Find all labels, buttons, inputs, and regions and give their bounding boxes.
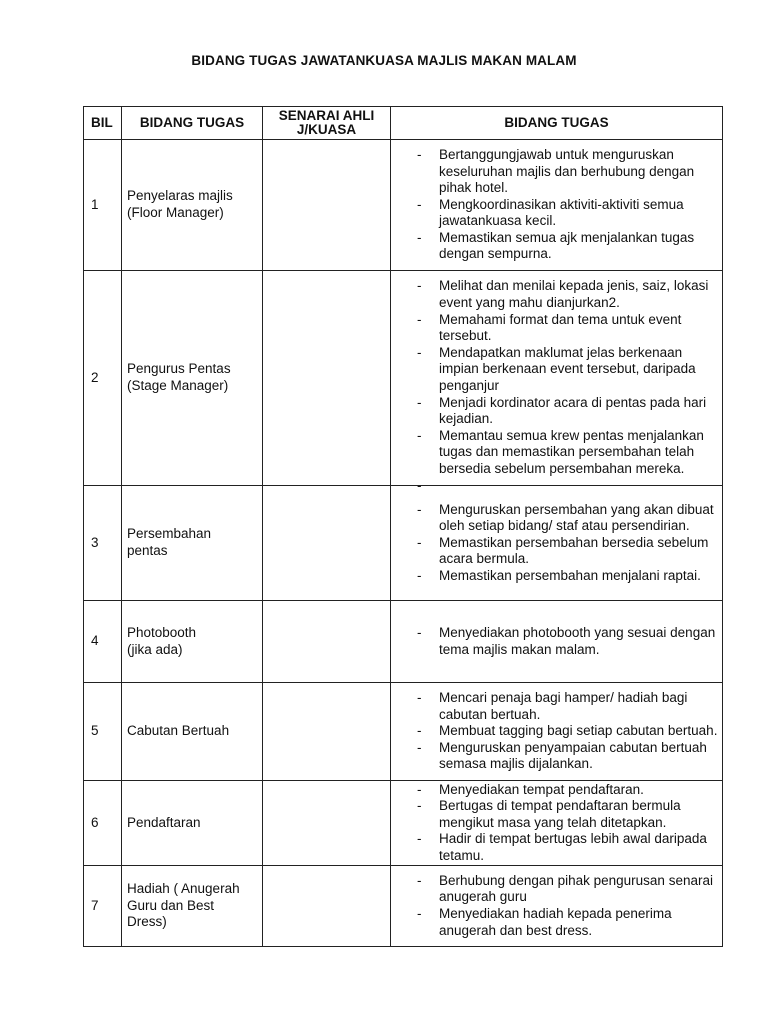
role-name-line: (jika ada) xyxy=(127,641,183,657)
duties-cell xyxy=(391,271,723,486)
table-row xyxy=(84,271,723,486)
duty-table xyxy=(83,106,723,947)
members-cell xyxy=(263,601,391,683)
members-cell xyxy=(263,271,391,486)
duty-item: - Hadir di tempat bertugas lebih awal daripada tetamu. xyxy=(417,831,718,864)
role-name-line: pentas xyxy=(127,543,168,558)
members-cell xyxy=(263,781,391,866)
duty-item: - Bertanggungjawab untuk menguruskan keseluruhan majlis dan berhubung dengan pihak hotel. xyxy=(417,147,718,197)
role-name-line: (Floor Manager) xyxy=(127,205,224,220)
header-members-line2: J/KUASA xyxy=(296,122,357,137)
duty-item: - Membuat tagging bagi setiap cabutan bertuah. xyxy=(417,723,718,740)
duties-cell xyxy=(391,866,723,947)
role-name-line: (Stage Manager) xyxy=(127,378,229,393)
duty-item: - Menyediakan tempat pendaftaran. xyxy=(417,782,718,799)
header-members-line1: SENARAI AHLI xyxy=(278,108,375,123)
duty-item: - Memahami format dan tema untuk event tersebut. xyxy=(417,312,718,345)
duties-list xyxy=(417,625,718,658)
table-row xyxy=(84,781,723,866)
row-number: 5 xyxy=(84,683,122,781)
duty-item: - Mencari penaja bagi hamper/ hadiah bagi cabutan bertuah. xyxy=(417,690,718,723)
duty-item: - Berhubung dengan pihak pengurusan senarai anugerah guru xyxy=(417,873,718,906)
members-cell xyxy=(263,866,391,947)
role-cell xyxy=(122,140,263,271)
table-header-row xyxy=(84,107,723,140)
row-number: 2 xyxy=(84,271,122,486)
header-bil: BIL xyxy=(84,107,122,140)
table-row xyxy=(84,140,723,271)
row-number: 4 xyxy=(84,601,122,683)
duty-item: - Mengkoordinasikan aktiviti-aktiviti semua jawatankuasa kecil. xyxy=(417,197,718,230)
duty-item: - Memastikan semua ajk menjalankan tugas dengan sempurna. xyxy=(417,230,718,263)
row-number: 7 xyxy=(84,866,122,947)
role-cell xyxy=(122,271,263,486)
duties-cell xyxy=(391,781,723,866)
members-cell xyxy=(263,683,391,781)
role-cell xyxy=(122,781,263,866)
duties-list xyxy=(417,690,718,773)
table-row xyxy=(84,601,723,683)
duties-cell xyxy=(391,683,723,781)
duty-item: - Mendapatkan maklumat jelas berkenaan impian berkenaan event tersebut, daripada penganjur xyxy=(417,345,718,395)
row-number: 6 xyxy=(84,781,122,866)
duty-item: - Menyediakan photobooth yang sesuai dengan tema majlis makan malam. xyxy=(417,625,718,658)
role-name-line: Persembahan xyxy=(127,526,212,542)
duty-item: - Menyediakan hadiah kepada penerima anugerah dan best dress. xyxy=(417,906,718,939)
table-row xyxy=(84,683,723,781)
header-members xyxy=(263,107,391,140)
duty-item: - Memastikan persembahan menjalani raptai. xyxy=(417,568,718,585)
duties-list xyxy=(417,278,718,477)
role-cell xyxy=(122,486,263,601)
duties-list xyxy=(417,502,718,585)
duties-cell xyxy=(391,140,723,271)
role-name-line: Dress) xyxy=(127,914,167,930)
duties-list xyxy=(417,873,718,939)
role-name-line: Hadiah ( Anugerah xyxy=(127,881,240,897)
role-name-line: Cabutan Bertuah xyxy=(127,723,230,739)
role-name-line: Penyelaras majlis xyxy=(127,188,233,204)
table-row xyxy=(84,866,723,947)
members-cell xyxy=(263,486,391,601)
row-number: 3 xyxy=(84,486,122,601)
duty-item: - Memantau semua krew pentas menjalankan tugas dan memastikan persembahan telah bersedia sebelum persembahan mereka. xyxy=(417,428,718,478)
duties-cell xyxy=(391,486,723,601)
duties-cell xyxy=(391,601,723,683)
duty-item: - Menguruskan penyampaian cabutan bertuah semasa majlis dijalankan. xyxy=(417,740,718,773)
header-duties: BIDANG TUGAS xyxy=(391,107,723,140)
table-row xyxy=(84,486,723,601)
role-cell xyxy=(122,601,263,683)
duty-item: - Melihat dan menilai kepada jenis, saiz, lokasi event yang mahu dianjurkan2. xyxy=(417,278,718,311)
document-title: BIDANG TUGAS JAWATANKUASA MAJLIS MAKAN MALAM xyxy=(191,53,577,68)
role-name-line: Pendaftaran xyxy=(127,814,201,830)
members-cell xyxy=(263,140,391,271)
role-name-line: Guru dan Best xyxy=(127,897,215,913)
duty-item: - Menguruskan persembahan yang akan dibuat oleh setiap bidang/ staf atau persendirian. xyxy=(417,502,718,535)
header-role: BIDANG TUGAS xyxy=(122,107,263,140)
role-cell xyxy=(122,683,263,781)
row-number: 1 xyxy=(84,140,122,271)
duty-item: - Memastikan persembahan bersedia sebelum acara bermula. xyxy=(417,535,718,568)
duty-item: - Menjadi kordinator acara di pentas pada hari kejadian. xyxy=(417,395,718,428)
table-body xyxy=(84,140,723,947)
role-cell xyxy=(122,866,263,947)
duties-list xyxy=(417,147,718,263)
role-name-line: Photobooth xyxy=(127,624,197,640)
duty-item: - Bertugas di tempat pendaftaran bermula mengikut masa yang telah ditetapkan. xyxy=(417,798,718,831)
role-name-line: Pengurus Pentas xyxy=(127,361,231,377)
duties-list xyxy=(417,782,718,865)
